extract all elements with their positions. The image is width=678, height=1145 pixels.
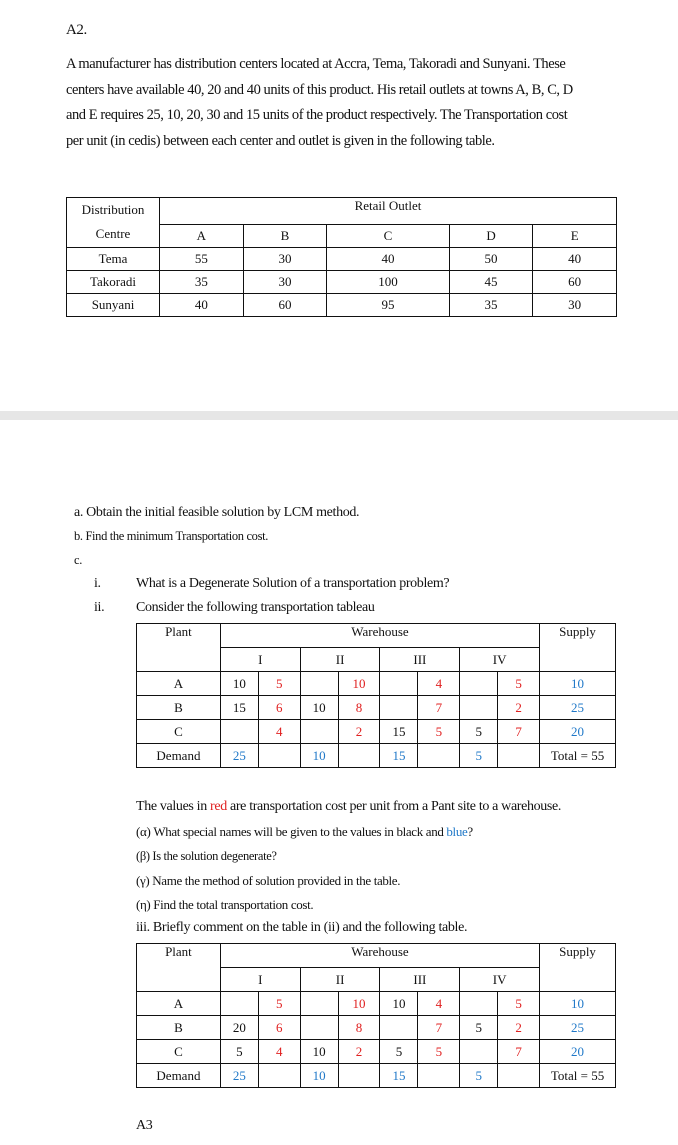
allocation: 10 — [220, 672, 258, 696]
unit-cost: 7 — [418, 696, 460, 720]
unit-cost: 7 — [498, 1040, 540, 1064]
footer-label: A3 — [136, 1118, 153, 1133]
question-a: a. Obtain the initial feasible solution by LCM method. — [74, 505, 360, 520]
unit-cost: 5 — [258, 672, 300, 696]
intro-line: centers have available 40, 20 and 40 units of this product. His retail outlets at towns A, B, C, D — [66, 81, 573, 98]
allocation — [380, 1016, 418, 1040]
warehouse-col-header: III — [380, 968, 460, 992]
row-label: Takoradi — [67, 271, 160, 294]
allocation — [220, 720, 258, 744]
cell: 40 — [160, 294, 244, 317]
supply-value: 20 — [540, 1040, 616, 1064]
allocation: 5 — [380, 1040, 418, 1064]
unit-cost: 6 — [258, 1016, 300, 1040]
supply-value: 25 — [540, 1016, 616, 1040]
allocation — [220, 992, 258, 1016]
warehouse-col-header: I — [220, 648, 300, 672]
allocation: 10 — [380, 992, 418, 1016]
warehouse-col-header: III — [380, 648, 460, 672]
allocation — [460, 696, 498, 720]
question-heading: A2. — [66, 22, 87, 38]
plant-header: Plant — [137, 944, 221, 992]
warehouse-col-header: IV — [460, 968, 540, 992]
allocation: 10 — [300, 1040, 338, 1064]
question-c: c. — [74, 553, 82, 567]
intro-line: and E requires 25, 10, 20, 30 and 15 units of the product respectively. The Transportation cost — [66, 107, 568, 123]
warehouse-col-header: II — [300, 968, 380, 992]
table-row — [137, 1016, 616, 1040]
demand-value: 25 — [220, 1064, 258, 1088]
cell: 30 — [533, 294, 617, 317]
supply-header: Supply — [540, 944, 616, 992]
question-alpha: (α) What special names will be given to the values in black and blue? — [136, 824, 473, 839]
column-header: C — [327, 225, 449, 248]
plant-label: B — [137, 696, 221, 720]
cell: 60 — [533, 271, 617, 294]
cell: 100 — [327, 271, 449, 294]
intro-line: per unit (in cedis) between each center and outlet is given in the following table. — [66, 132, 495, 149]
supply-value: 25 — [540, 696, 616, 720]
demand-label: Demand — [137, 744, 221, 768]
cell: 60 — [243, 294, 327, 317]
intro-paragraph — [66, 52, 614, 154]
total-value: Total = 55 — [540, 744, 616, 768]
unit-cost: 5 — [258, 992, 300, 1016]
supply-value: 20 — [540, 720, 616, 744]
demand-row — [137, 1064, 616, 1088]
table-row — [67, 248, 617, 271]
allocation: 5 — [460, 720, 498, 744]
unit-cost: 5 — [498, 992, 540, 1016]
allocation — [300, 1016, 338, 1040]
warehouse-col-header: II — [300, 648, 380, 672]
unit-cost: 2 — [338, 1040, 380, 1064]
allocation: 5 — [460, 1016, 498, 1040]
unit-cost: 8 — [338, 1016, 380, 1040]
unit-cost: 4 — [258, 720, 300, 744]
row-label: Sunyani — [67, 294, 160, 317]
unit-cost: 10 — [338, 992, 380, 1016]
warehouse-col-header: I — [220, 968, 300, 992]
unit-cost: 5 — [418, 720, 460, 744]
cell: 45 — [449, 271, 533, 294]
allocation: 15 — [380, 720, 418, 744]
unit-cost: 6 — [258, 696, 300, 720]
question-beta: (β) Is the solution degenerate? — [136, 849, 277, 863]
transportation-tableau-2 — [136, 943, 616, 1088]
warehouse-col-header: IV — [460, 648, 540, 672]
warehouse-header: Warehouse — [220, 944, 539, 968]
unit-cost: 5 — [498, 672, 540, 696]
supply-value: 10 — [540, 992, 616, 1016]
unit-cost: 2 — [498, 1016, 540, 1040]
question-b: b. Find the minimum Transportation cost. — [74, 529, 268, 543]
allocation — [460, 672, 498, 696]
plant-header: Plant — [137, 624, 221, 672]
corner-header: Distribution Centre — [67, 198, 160, 248]
plant-label: A — [137, 672, 221, 696]
allocation — [300, 672, 338, 696]
plant-label: B — [137, 1016, 221, 1040]
cell: 35 — [160, 271, 244, 294]
question-iii: iii. Briefly comment on the table in (ii) and the following table. — [136, 920, 468, 935]
allocation — [300, 720, 338, 744]
allocation: 15 — [220, 696, 258, 720]
cell: 95 — [327, 294, 449, 317]
allocation: 20 — [220, 1016, 258, 1040]
unit-cost: 7 — [498, 720, 540, 744]
question-ci-label: i. — [94, 576, 101, 591]
cell: 30 — [243, 248, 327, 271]
table-row — [67, 294, 617, 317]
demand-label: Demand — [137, 1064, 221, 1088]
column-header: B — [243, 225, 327, 248]
cost-table — [66, 197, 617, 317]
transportation-tableau-1 — [136, 623, 616, 768]
total-value: Total = 55 — [540, 1064, 616, 1088]
unit-cost: 2 — [498, 696, 540, 720]
question-cii-label: ii. — [94, 600, 105, 615]
demand-value: 10 — [300, 1064, 338, 1088]
column-header: D — [449, 225, 533, 248]
plant-label: A — [137, 992, 221, 1016]
unit-cost: 7 — [418, 1016, 460, 1040]
table-row — [137, 696, 616, 720]
values-note: The values in red are transportation cost per unit from a Pant site to a warehouse. — [136, 799, 562, 814]
demand-value: 15 — [380, 1064, 418, 1088]
demand-row — [137, 744, 616, 768]
demand-value: 5 — [460, 1064, 498, 1088]
question-eta: (η) Find the total transportation cost. — [136, 897, 314, 912]
supply-value: 10 — [540, 672, 616, 696]
demand-value: 25 — [220, 744, 258, 768]
unit-cost: 5 — [418, 1040, 460, 1064]
unit-cost: 8 — [338, 696, 380, 720]
row-label: Tema — [67, 248, 160, 271]
unit-cost: 4 — [418, 992, 460, 1016]
question-gamma: (γ) Name the method of solution provided in the table. — [136, 873, 401, 888]
allocation — [460, 1040, 498, 1064]
cell: 40 — [327, 248, 449, 271]
supply-header: Supply — [540, 624, 616, 672]
cell: 35 — [449, 294, 533, 317]
table-row — [137, 720, 616, 744]
column-header: A — [160, 225, 244, 248]
question-cii: Consider the following transportation tableau — [136, 600, 375, 615]
allocation: 10 — [300, 696, 338, 720]
table-row — [137, 1040, 616, 1064]
allocation: 5 — [220, 1040, 258, 1064]
cell: 50 — [449, 248, 533, 271]
page-break — [0, 411, 678, 420]
cell: 40 — [533, 248, 617, 271]
plant-label: C — [137, 720, 221, 744]
unit-cost: 10 — [338, 672, 380, 696]
allocation — [460, 992, 498, 1016]
unit-cost: 4 — [418, 672, 460, 696]
table-row — [67, 271, 617, 294]
plant-label: C — [137, 1040, 221, 1064]
allocation — [380, 696, 418, 720]
cell: 55 — [160, 248, 244, 271]
demand-value: 15 — [380, 744, 418, 768]
column-header: E — [533, 225, 617, 248]
retail-outlet-header: Retail Outlet — [160, 198, 617, 225]
warehouse-header: Warehouse — [220, 624, 539, 648]
intro-line: A manufacturer has distribution centers located at Accra, Tema, Takoradi and Sunyani. These — [66, 56, 566, 72]
allocation — [300, 992, 338, 1016]
question-ci: What is a Degenerate Solution of a transportation problem? — [136, 576, 450, 591]
table-row — [137, 992, 616, 1016]
allocation — [380, 672, 418, 696]
demand-value: 5 — [460, 744, 498, 768]
cell: 30 — [243, 271, 327, 294]
demand-value: 10 — [300, 744, 338, 768]
table-row — [137, 672, 616, 696]
unit-cost: 4 — [258, 1040, 300, 1064]
unit-cost: 2 — [338, 720, 380, 744]
